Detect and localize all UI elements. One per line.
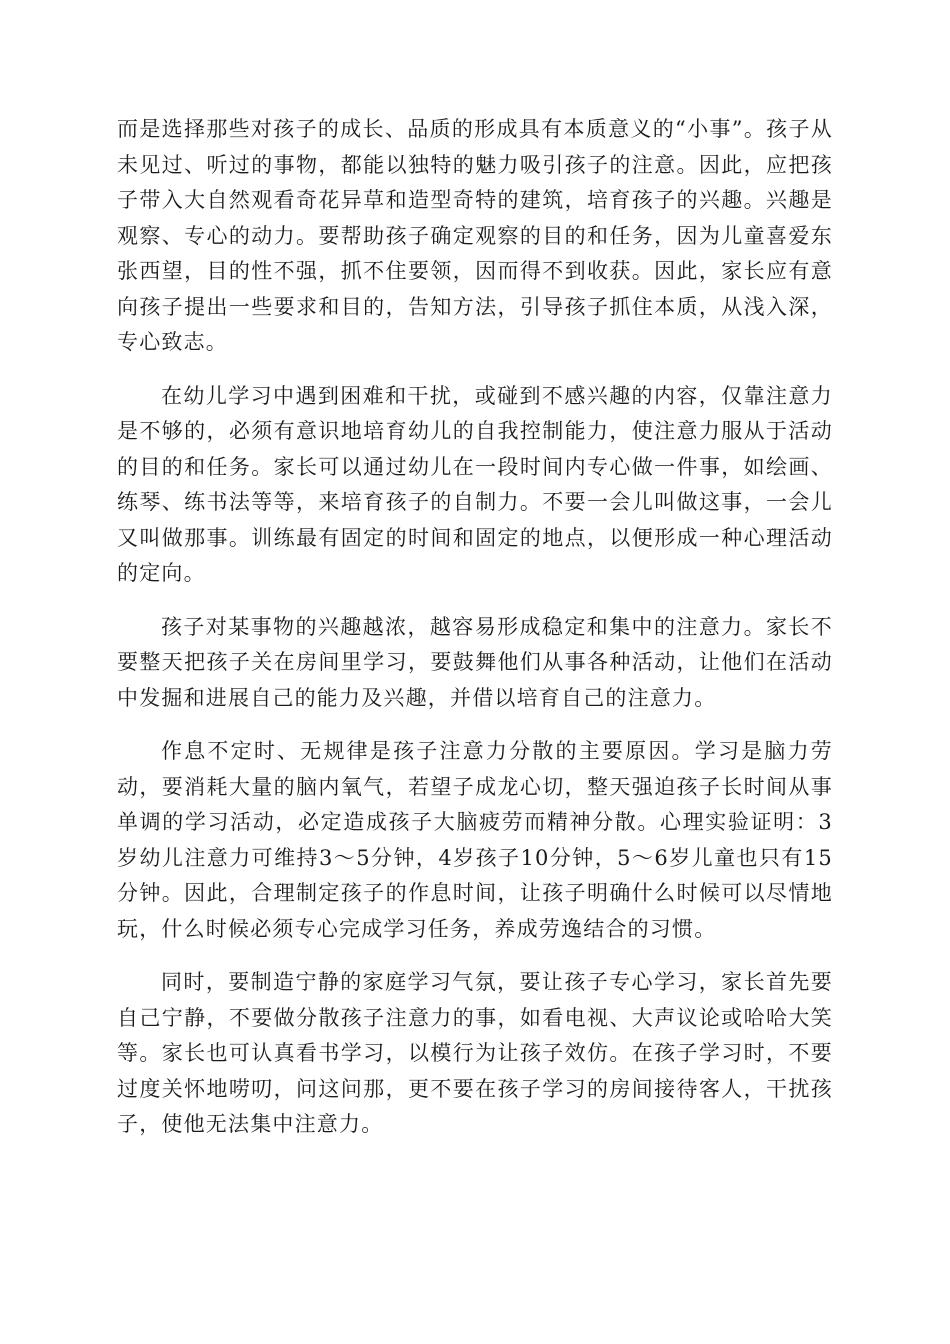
paragraph-3: 孩子对某事物的兴趣越浓，越容易形成稳定和集中的注意力。家长不要整天把孩子关在房间里学习，要鼓舞他们从事各种活动，让他们在活动中发掘和进展自己的能力及兴趣，并借以培育自己的注意力。 xyxy=(117,614,833,710)
paragraph-5: 同时，要制造宁静的家庭学习气氛，要让孩子专心学习，家长首先要自己宁静，不要做分散孩子注意力的事，如看电视、大声议论或哈哈大笑等。家长也可认真看书学习，以模行为让孩子效仿。在孩子学习时，不要过度关怀地唠叨，问这问那，更不要在孩子学习的房间接待客人，干扰孩子，使他无法集中注意力。 xyxy=(117,970,833,1136)
document-page xyxy=(117,112,833,1161)
paragraph-4: 作息不定时、无规律是孩子注意力分散的主要原因。学习是脑力劳动，要消耗大量的脑内氧气，若望子成龙心切，整天强迫孩子长时间从事单调的学习活动，必定造成孩子大脑疲劳而精神分散。心理实验证明：3岁幼儿注意力可维持3～5分钟，4岁孩子10分钟，5～6岁儿童也只有15分钟。因此，合理制定孩子的作息时间，让孩子明确什么时候可以尽情地玩，什么时候必须专心完成学习任务，养成劳逸结合的习惯。 xyxy=(117,739,833,941)
paragraph-1: 而是选择那些对孩子的成长、品质的形成具有本质意义的“小事”。孩子从未见过、听过的事物，都能以独特的魅力吸引孩子的注意。因此，应把孩子带入大自然观看奇花异草和造型奇特的建筑，培育孩子的兴趣。兴趣是观察、专心的动力。要帮助孩子确定观察的目的和任务，因为儿童喜爱东张西望，目的性不强，抓不住要领，因而得不到收获。因此，家长应有意向孩子提出一些要求和目的，告知方法，引导孩子抓住本质，从浅入深，专心致志。 xyxy=(117,117,833,354)
paragraph-2: 在幼儿学习中遇到困难和干扰，或碰到不感兴趣的内容，仅靠注意力是不够的，必须有意识地培育幼儿的自我控制能力，使注意力服从于活动的目的和任务。家长可以通过幼儿在一段时间内专心做一件事，如绘画、练琴、练书法等等，来培育孩子的自制力。不要一会儿叫做这事，一会儿又叫做那事。训练最有固定的时间和固定的地点，以便形成一种心理活动的定向。 xyxy=(117,383,833,585)
